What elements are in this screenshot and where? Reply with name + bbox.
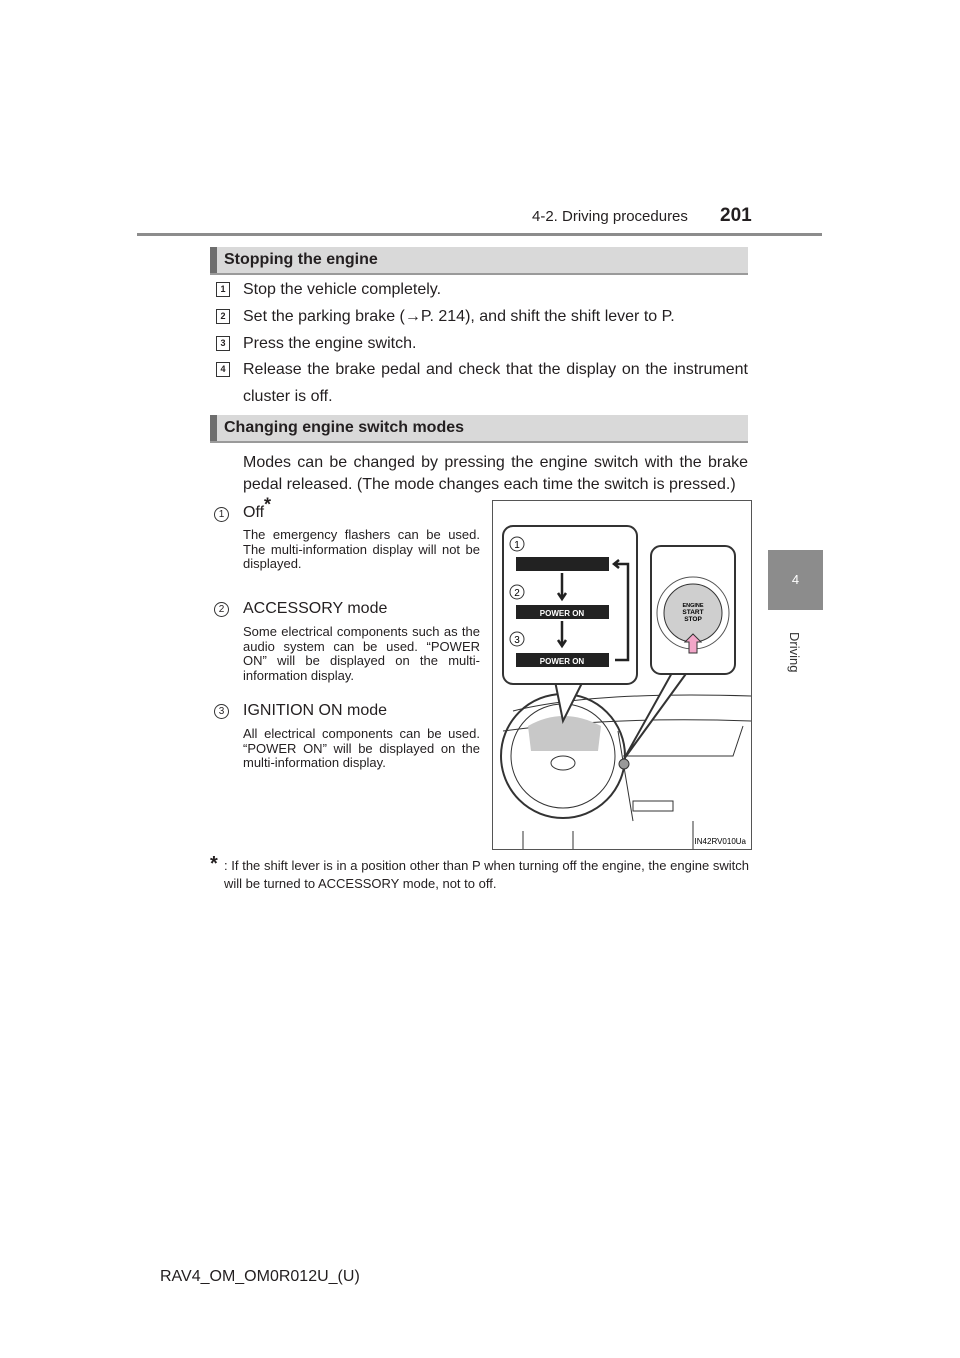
- header-rule: [137, 233, 822, 236]
- mode-number: 3: [214, 704, 229, 719]
- section-header: 4-2. Driving procedures: [532, 208, 688, 225]
- stopping-heading: [210, 247, 748, 275]
- step-text: Stop the vehicle completely.: [243, 281, 442, 298]
- mode-name-text: Off: [243, 504, 265, 521]
- mode-name: ACCESSORY mode: [243, 600, 388, 617]
- step-text: Press the engine switch.: [243, 335, 417, 352]
- mode-desc: The emergency flashers can be used. The multi-information display will not be displayed.: [243, 527, 480, 571]
- step-text: Release the brake pedal and check that the display on the instrument cluster is off.: [243, 361, 748, 405]
- mode-name: IGNITION ON mode: [243, 702, 388, 719]
- fig-label: 3: [514, 635, 520, 646]
- footnote: [210, 853, 749, 893]
- step-number: 4: [216, 362, 230, 377]
- fig-label: 1: [514, 540, 520, 551]
- step-text: Set the parking brake (→P. 214), and shift the shift lever to P.: [243, 308, 675, 325]
- display-power-on: POWER ON: [539, 657, 585, 666]
- mode-number: 2: [214, 602, 229, 617]
- figure-code: IN42RV010Ua: [694, 837, 746, 846]
- engine-switch-illustration: [492, 500, 752, 850]
- chapter-label: Driving: [787, 632, 802, 673]
- display-power-on: POWER ON: [539, 609, 585, 618]
- button-text: STOP: [684, 616, 702, 623]
- mode-name: [243, 494, 272, 522]
- heading-text: Stopping the engine: [224, 251, 378, 268]
- button-text: ENGINE: [682, 603, 704, 609]
- heading-text: Changing engine switch modes: [224, 419, 465, 436]
- button-text: START: [682, 609, 704, 616]
- document-code: RAV4_OM_OM0R012U_(U): [160, 1268, 360, 1285]
- intro-text: Modes can be changed by pressing the engine switch with the brake pedal released. (The mode changes each time the switch is pressed.): [243, 454, 748, 493]
- mode-number: 1: [214, 507, 229, 522]
- fig-label: 2: [514, 588, 520, 599]
- mode-desc: Some electrical components such as the audio system can be used. “POWER ON” will be displayed on the multi-information display.: [243, 624, 480, 683]
- asterisk: *: [264, 494, 272, 515]
- step-number: 1: [216, 282, 230, 297]
- changing-heading: [210, 415, 748, 443]
- mode-desc: All electrical components can be used. “POWER ON” will be displayed on the multi-information display.: [243, 726, 480, 770]
- footnote-text: : If the shift lever is in a position other than P when turning off the engine, the engine switch will be turned to ACCESSORY mode, not to off.: [224, 858, 749, 891]
- chapter-tab: 4: [768, 550, 823, 610]
- step-number: 2: [216, 309, 230, 324]
- step-number: 3: [216, 336, 230, 351]
- footnote-mark: *: [210, 853, 218, 875]
- page-number: 201: [720, 205, 752, 226]
